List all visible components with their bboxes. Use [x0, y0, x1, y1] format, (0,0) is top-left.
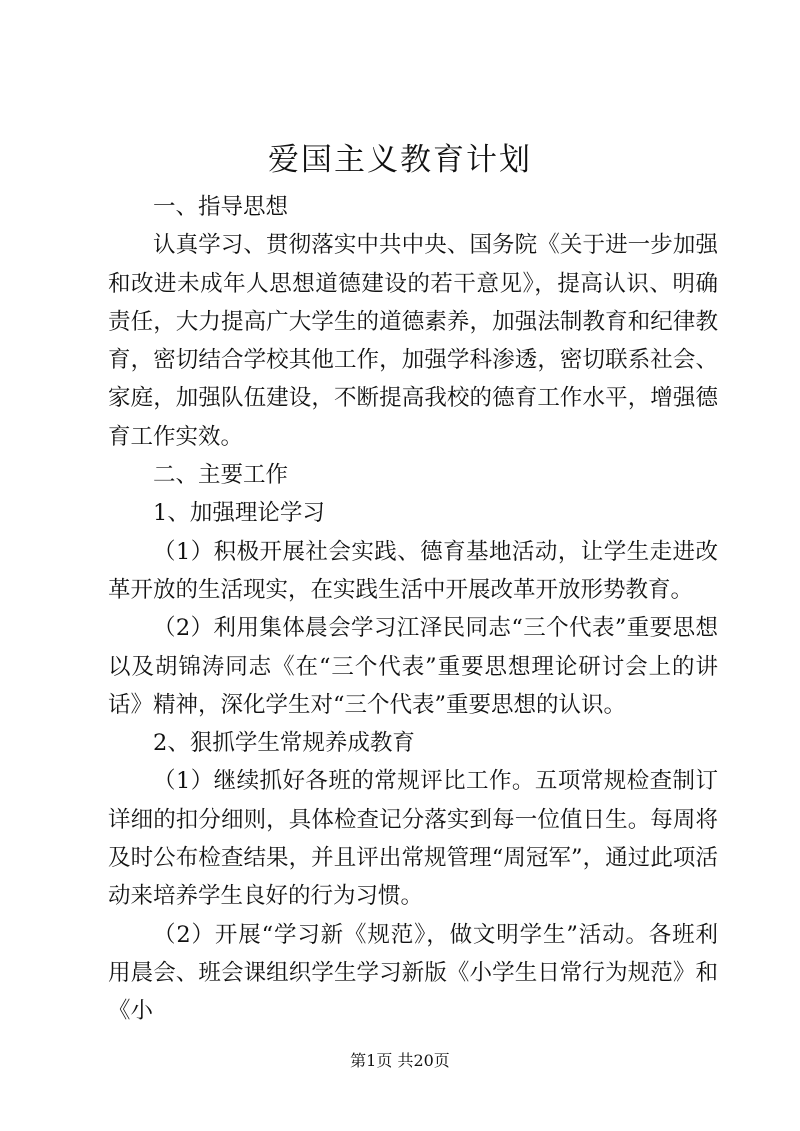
heading-guiding-thought: 一、指导思想 — [153, 194, 289, 220]
paragraph-guiding-thought: 认真学习、贯彻落实中共中央、国务院《关于进一步加强和改进未成年人思想道德建设的若干意见》，提高认识、明确责任，大力提高广大学生的道德素养，加强法制教育和纪律教育，密切结合学校其他工作，加强学科渗透，密切联系社会、家庭，加强队伍建设，不断提高我校的德育工作水平，增强德育工作实效。 — [108, 232, 718, 450]
heading-main-work: 二、主要工作 — [153, 462, 289, 489]
paragraph-item-1-2: （2）利用集体晨会学习江泽民同志“三个代表”重要思想以及胡锦涛同志《在“三个代表”重要思想理论研讨会上的讲话》精神，深化学生对“三个代表”重要思想的认识。 — [108, 615, 718, 718]
subheading-routine-education: 2、狠抓学生常规养成教育 — [153, 730, 415, 757]
page-number-footer: 第1页 共20页 — [350, 1051, 450, 1070]
subheading-theory-study: 1、加强理论学习 — [153, 500, 325, 527]
document-title: 爱国主义教育计划 — [268, 142, 532, 178]
paragraph-item-1-1: （1）积极开展社会实践、德育基地活动，让学生走进改革开放的生活现实，在实践生活中开展改革开放形势教育。 — [108, 538, 718, 603]
paragraph-item-2-2: （2）开展“学习新《规范》，做文明学生”活动。各班利用晨会、班会课组织学生学习新版《小学生日常行为规范》和《小 — [108, 921, 718, 1025]
paragraph-item-2-1: （1）继续抓好各班的常规评比工作。五项常规检查制订详细的扣分细则，具体检查记分落实到每一位值日生。每周将及时公布检查结果，并且评出常规管理“周冠军”，通过此项活动来培养学生良好的行为习惯。 — [108, 768, 718, 910]
document-body — [108, 188, 718, 1031]
